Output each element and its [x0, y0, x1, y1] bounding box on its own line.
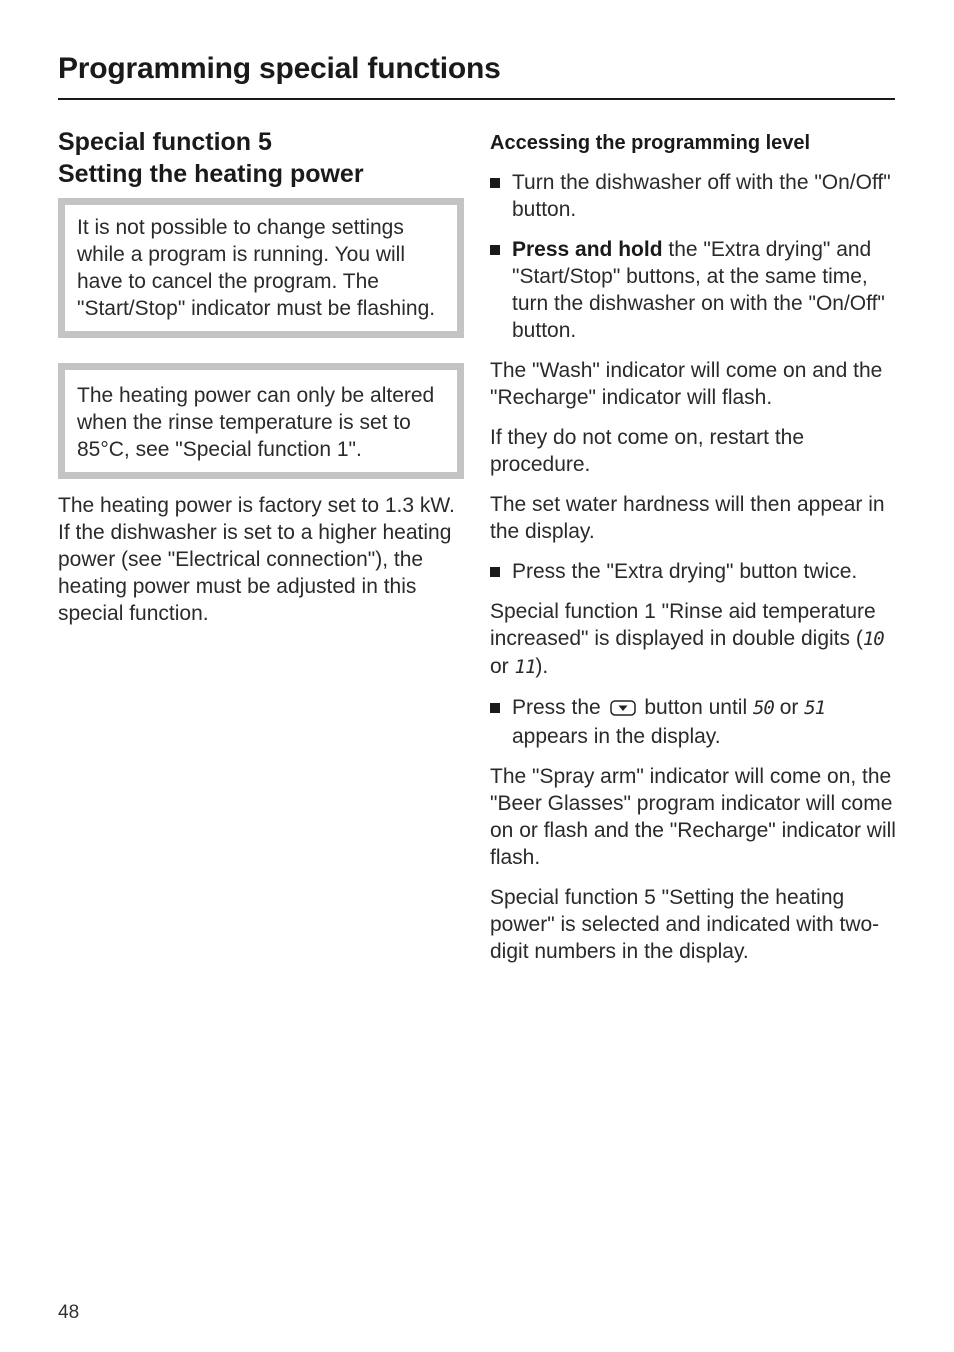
sf1-text-or: or [490, 655, 515, 678]
wash-indicator-text: The "Wash" indicator will come on and the "Recharge" indicator will flash. [490, 359, 883, 409]
display-code-10: 10 [862, 628, 884, 650]
square-bullet-icon [490, 245, 500, 255]
step-down-text-before: Press the [512, 696, 607, 719]
factory-setting-line2: If the dishwasher is set to a higher heating power (see "Electrical connection"), the heating power must be adjusted in this special function. [58, 521, 452, 625]
section-heading [58, 126, 464, 190]
section-heading-line2: Setting the heating power [58, 160, 364, 188]
title-divider [58, 98, 895, 100]
step-press-down-button [490, 694, 900, 750]
step-extra-drying-text: Press the "Extra drying" button twice. [512, 560, 858, 583]
display-code-50: 50 [752, 697, 774, 719]
factory-setting-text [58, 492, 464, 627]
down-arrow-button-icon [610, 696, 636, 723]
step-down-text-after: appears in the display. [512, 725, 721, 748]
display-code-11: 11 [514, 656, 536, 678]
programming-level-heading: Accessing the programming level [490, 132, 811, 154]
sf1-text-before: Special function 1 "Rinse aid temperature increased" is displayed in double digits ( [490, 600, 876, 650]
step-extra-drying [490, 558, 900, 585]
square-bullet-icon [490, 567, 500, 577]
step-down-text-or: or [773, 696, 805, 719]
step-down-text-until: button until [638, 696, 753, 719]
sf1-text-after: ). [535, 655, 549, 678]
display-code-51: 51 [804, 697, 826, 719]
note-box-program-running: It is not possible to change settings while a program is running. You will have to cancel the program. The "Start/Stop" indicator must be flashing. [58, 198, 464, 338]
step-turn-off [490, 169, 900, 223]
step-press-and-hold-emphasis: Press and hold [512, 238, 663, 261]
right-column [490, 130, 900, 978]
page-title: Programming special functions [58, 52, 501, 85]
square-bullet-icon [490, 178, 500, 188]
step-press-and-hold [490, 236, 900, 344]
restart-procedure-text: If they do not come on, restart the procedure. [490, 426, 805, 476]
step-press-and-hold-text: the "Extra drying" and "Start/Stop" buttons, at the same time, turn the dishwasher on with the "On/Off" button. [512, 238, 885, 342]
special-function-1-text [490, 598, 900, 681]
note-box-rinse-temperature: The heating power can only be altered when the rinse temperature is set to 85°C, see "Special function 1". [58, 363, 464, 479]
page-number: 48 [58, 1302, 80, 1323]
square-bullet-icon [490, 703, 500, 713]
step-turn-off-text: Turn the dishwasher off with the "On/Off" button. [512, 171, 891, 221]
spray-arm-indicator-text: The "Spray arm" indicator will come on, the "Beer Glasses" program indicator will come on or flash and the "Recharge" indicator will flash. [490, 765, 896, 869]
water-hardness-text: The set water hardness will then appear in the display. [490, 493, 885, 543]
left-column [58, 126, 464, 627]
section-heading-line1: Special function 5 [58, 128, 272, 156]
factory-setting-line1: The heating power is factory set to 1.3 kW. [58, 494, 455, 517]
special-function-5-selected-text: Special function 5 "Setting the heating power" is selected and indicated with two-digit numbers in the display. [490, 886, 880, 963]
